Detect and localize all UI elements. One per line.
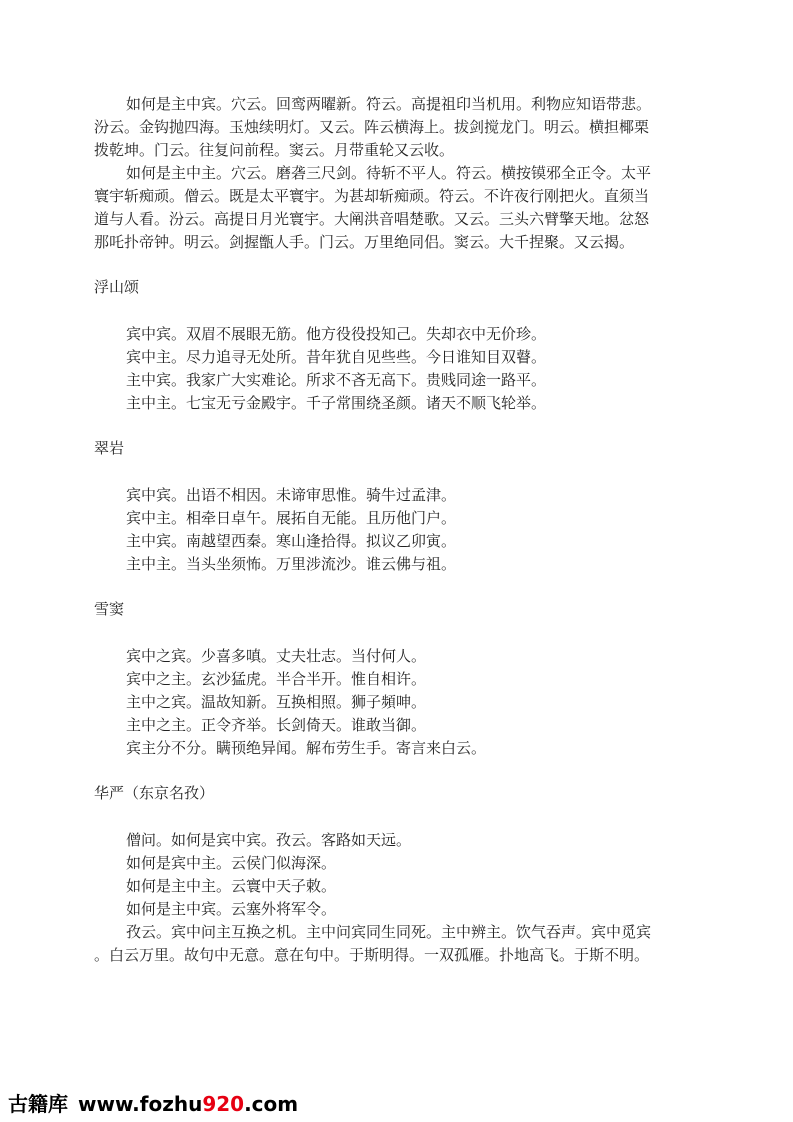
- verse-line: 宾中主。尽力追寻无处所。昔年犹自见些些。今日谁知目双瞽。: [126, 348, 547, 366]
- text-line: 那吒扑帝钟。明云。剑握甑人手。门云。万里绝同侣。窦云。大千捏聚。又云揭。: [94, 233, 635, 251]
- text-line: 拨乾坤。门云。往复问前程。窦云。月带重轮又云收。: [94, 141, 455, 159]
- section-fushan: [94, 323, 704, 415]
- verse-line: 主中主。当头坐须怖。万里涉流沙。谁云佛与祖。: [126, 555, 457, 573]
- text-line: 孜云。宾中问主互换之机。主中问宾同生同死。主中辨主。饮气吞声。宾中觅宾: [126, 923, 652, 941]
- section-heading: 浮山颂: [94, 278, 140, 296]
- site-url-number: 920: [202, 1092, 245, 1116]
- section-cuiyan: [94, 484, 704, 576]
- site-url-prefix: www.fozhu: [78, 1092, 203, 1116]
- site-url-suffix: .com: [244, 1092, 299, 1116]
- text-line: 如何是主中宾。穴云。回鸾两曜新。符云。高提祖印当机用。利物应知语带悲。: [126, 95, 652, 113]
- text-line: 如何是主中主。云寰中天子敕。: [126, 877, 337, 895]
- text-line: 寰宇斩痴顽。僧云。既是太平寰宇。为甚却斩痴顽。符云。不许夜行刚把火。直须当: [94, 187, 650, 205]
- verse-line: 宾中之宾。少喜多嗔。丈夫壮志。当付何人。: [126, 647, 427, 665]
- site-brand: 古籍库: [8, 1092, 68, 1116]
- intro-passage: [94, 93, 704, 254]
- verse-line: 宾中宾。出语不相因。未谛审思惟。骑牛过孟津。: [126, 486, 457, 504]
- document-body: [94, 93, 704, 967]
- verse-line: 主中之主。正令齐举。长剑倚天。谁敢当御。: [126, 716, 427, 734]
- section-heading: 雪窦: [94, 600, 125, 618]
- section-huayan: [94, 829, 704, 967]
- text-line: 如何是主中主。穴云。磨砻三尺剑。待斩不平人。符云。横按镆邪全正令。太平: [126, 164, 652, 182]
- section-xuedou: [94, 645, 704, 760]
- verse-line: 宾中宾。双眉不展眼无筋。他方役役投知己。失却衣中无价珍。: [126, 325, 547, 343]
- watermark-footer: [8, 1088, 298, 1117]
- verse-line: 主中主。七宝无亏金殿宇。千子常围绕圣颜。诸天不顺飞轮举。: [126, 394, 547, 412]
- text-line: 如何是主中宾。云塞外将军令。: [126, 900, 337, 918]
- section-heading: 翠岩: [94, 439, 125, 457]
- verse-line: 宾中主。相牵日卓午。展拓自无能。且历他门户。: [126, 509, 457, 527]
- text-line: 道与人看。汾云。高提日月光寰宇。大阐洪音唱楚歌。又云。三头六臂擎天地。忿怒: [94, 210, 650, 228]
- text-line: 僧问。如何是宾中宾。孜云。客路如天远。: [126, 831, 412, 849]
- verse-line: 宾中之主。玄沙猛虎。半合半开。惟自相许。: [126, 670, 427, 688]
- verse-line: 主中宾。南越望西秦。寒山逢拾得。拟议乙卯寅。: [126, 532, 457, 550]
- text-line: 。白云万里。故句中无意。意在句中。于斯明得。一双孤雁。扑地高飞。于斯不明。: [94, 946, 650, 964]
- text-line: 汾云。金钩抛四海。玉烛续明灯。又云。阵云横海上。拔剑搅龙门。明云。横担椰栗: [94, 118, 650, 136]
- verse-line: 主中宾。我家广大实难论。所求不吝无高下。贵贱同途一路平。: [126, 371, 547, 389]
- verse-line: 宾主分不分。瞒顸绝异闻。解布劳生手。寄言来白云。: [126, 739, 487, 757]
- text-line: 如何是宾中主。云侯门似海深。: [126, 854, 337, 872]
- section-heading: 华严（东京名孜）: [94, 784, 215, 802]
- verse-line: 主中之宾。温故知新。互换相照。狮子頻呻。: [126, 693, 427, 711]
